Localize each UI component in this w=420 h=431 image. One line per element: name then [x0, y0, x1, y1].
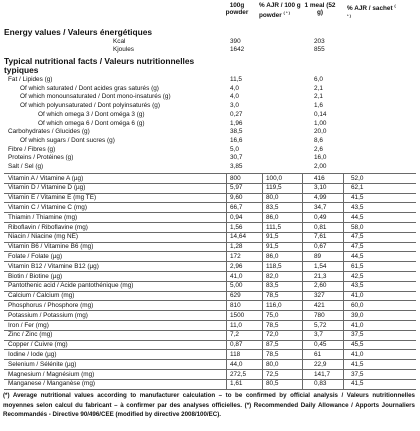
- vitamin-value-meal: 0,83: [314, 380, 327, 388]
- vitamin-label: Niacin / Niacine (mg NE): [8, 233, 78, 241]
- vitamin-label: Riboflavin / Riboflavine (mg): [8, 223, 88, 231]
- vitamin-ajr-sachet: 62,1: [351, 184, 364, 192]
- vitamin-value-100g: 0,87: [230, 341, 243, 349]
- vitamin-ajr-100g: 91,5: [266, 243, 279, 251]
- vitamin-ajr-sachet: 39,0: [351, 311, 364, 319]
- vitamin-label: Iron / Fer (mg): [8, 321, 49, 329]
- vitamin-label: Magnesium / Magnésium (mg): [8, 370, 95, 378]
- nutrient-value-meal: 16,0: [314, 154, 327, 162]
- vitamin-ajr-100g: 86,0: [266, 252, 279, 260]
- nutrient-value-100g: 38,5: [230, 128, 243, 136]
- header-one-meal: 1 meal (52 g): [304, 2, 336, 16]
- vitamin-ajr-sachet: 47,5: [351, 233, 364, 241]
- nutrient-value-meal: 2,1: [314, 84, 323, 92]
- vitamin-value-100g: 44,0: [230, 360, 243, 368]
- vitamin-ajr-100g: 82,0: [266, 272, 279, 280]
- vitamin-value-meal: 421: [314, 301, 325, 309]
- vitamin-label: Copper / Cuivre (mg): [8, 341, 68, 349]
- vitamin-value-meal: 0,49: [314, 213, 327, 221]
- vitamin-value-100g: 7,2: [230, 331, 239, 339]
- energy-value-meal: 855: [314, 45, 325, 53]
- nutrient-value-meal: 2,00: [314, 163, 327, 170]
- nutrient-label: Proteins / Protéines (g): [8, 154, 74, 162]
- vitamin-value-100g: 800: [230, 174, 241, 182]
- vitamin-value-meal: 5,72: [314, 321, 327, 329]
- vitamin-value-meal: 21,3: [314, 272, 327, 280]
- vitamin-ajr-100g: 83,5: [266, 282, 279, 290]
- nutrient-label: Of which sugars / Dont sucres (g): [20, 136, 115, 144]
- vitamin-value-100g: 272,5: [230, 370, 246, 378]
- vitamin-ajr-sachet: 37,5: [351, 370, 364, 378]
- energy-section-title: Energy values / Valeurs énergétiques: [4, 27, 153, 37]
- vitamin-value-100g: 1,61: [230, 380, 243, 388]
- vitamin-label: Zinc / Zinc (mg): [8, 331, 53, 339]
- vitamin-label: Potassium / Potassium (mg): [8, 311, 88, 319]
- vitamin-ajr-sachet: 41,0: [351, 321, 364, 329]
- energy-label: Kjoules: [113, 45, 134, 53]
- energy-value-100g: 390: [230, 38, 241, 45]
- vitamin-ajr-sachet: 37,5: [351, 331, 364, 339]
- vitamin-ajr-sachet: 45,5: [351, 341, 364, 349]
- nutrient-value-meal: 0,14: [314, 110, 327, 118]
- vitamin-ajr-100g: 83,5: [266, 203, 279, 211]
- vitamin-ajr-sachet: 41,5: [351, 194, 364, 202]
- vitamin-value-meal: 2,60: [314, 282, 327, 290]
- vitamin-value-meal: 0,81: [314, 223, 327, 231]
- vitamin-ajr-100g: 78,5: [266, 350, 279, 358]
- nutrient-value-100g: 3,85: [230, 163, 243, 170]
- vitamin-ajr-sachet: 43,5: [351, 282, 364, 290]
- vitamin-ajr-sachet: 47,5: [351, 243, 364, 251]
- nutrient-value-meal: 6,0: [314, 76, 323, 83]
- nutrient-label: Of which omega 6 / Dont oméga 6 (g): [38, 119, 145, 127]
- vitamin-ajr-100g: 116,0: [266, 301, 282, 309]
- nutrient-value-100g: 11,5: [230, 76, 242, 83]
- vitamin-ajr-100g: 119,5: [266, 184, 282, 192]
- vitamin-label: Thiamin / Thiamine (mg): [8, 213, 78, 221]
- nutrient-value-meal: 1,00: [314, 119, 327, 127]
- header-ajr-sachet: [347, 3, 397, 27]
- vitamin-ajr-100g: 111,5: [266, 223, 282, 231]
- vitamin-value-100g: 0,94: [230, 213, 243, 221]
- vitamin-label: Iodine / Iode (µg): [8, 350, 57, 358]
- vitamin-label: Vitamin B6 / Vitamine B6 (mg): [8, 243, 94, 251]
- nutrient-value-100g: 0,27: [230, 110, 243, 118]
- vitamin-label: Calcium / Calcium (mg): [8, 292, 75, 300]
- nutrient-value-100g: 3,0: [230, 102, 239, 110]
- typical-section-title-line1: Typical nutritional facts / Valeurs nutritionnelles: [4, 56, 195, 66]
- vitamin-ajr-100g: 80,0: [266, 194, 279, 202]
- vitamin-ajr-100g: 75,0: [266, 311, 279, 319]
- vitamin-ajr-100g: 78,5: [266, 292, 279, 300]
- vitamin-value-100g: 11,0: [230, 321, 242, 329]
- vitamin-value-100g: 9,60: [230, 194, 243, 202]
- vitamin-value-meal: 141,7: [314, 370, 330, 378]
- table-row-divider: [4, 389, 416, 390]
- vitamin-ajr-100g: 72,0: [266, 331, 279, 339]
- nutrient-label: Salt / Sel (g): [8, 163, 44, 170]
- vitamin-label: Folate / Folate (µg): [8, 252, 63, 260]
- vitamin-ajr-100g: 118,5: [266, 262, 282, 270]
- typical-section-title-line2: typiques: [4, 65, 39, 75]
- vitamin-value-meal: 0,67: [314, 243, 327, 251]
- vitamin-ajr-100g: 87,5: [266, 341, 279, 349]
- header-ajr-100g-sup: ( * ): [283, 9, 290, 15]
- nutrient-label: Fat / Lipides (g): [8, 76, 53, 83]
- vitamin-value-meal: 1,54: [314, 262, 327, 270]
- nutrient-value-100g: 1,96: [230, 119, 243, 127]
- energy-value-meal: 203: [314, 38, 325, 45]
- vitamin-value-100g: 629: [230, 292, 241, 300]
- vitamin-ajr-100g: 91,5: [266, 233, 279, 241]
- nutrient-label: Of which omega 3 / Dont oméga 3 (g): [38, 110, 145, 118]
- vitamin-label: Vitamin E / Vitamine E (mg TE): [8, 194, 97, 202]
- vitamin-ajr-sachet: 41,0: [351, 292, 364, 300]
- vitamin-ajr-sachet: 41,5: [351, 380, 364, 388]
- nutrient-value-meal: 1,6: [314, 102, 323, 110]
- vitamin-value-meal: 0,45: [314, 341, 327, 349]
- vitamin-value-100g: 118: [230, 350, 241, 358]
- nutrient-value-meal: 8,6: [314, 136, 323, 144]
- vitamin-ajr-sachet: 43,5: [351, 203, 364, 211]
- nutrient-label: Fibre / Fibres (g): [8, 145, 56, 153]
- nutrient-value-100g: 16,6: [230, 136, 243, 144]
- vitamin-ajr-sachet: 44,5: [351, 213, 364, 221]
- vitamin-ajr-sachet: 58,0: [351, 223, 364, 231]
- vitamin-value-100g: 5,97: [230, 184, 243, 192]
- vitamin-ajr-100g: 80,0: [266, 360, 279, 368]
- vitamin-value-meal: 34,7: [314, 203, 327, 211]
- vitamin-value-meal: 7,61: [314, 233, 327, 241]
- vitamin-label: Pantothenic acid / Acide pantothénique (mg): [8, 282, 134, 290]
- vitamin-ajr-100g: 80,5: [266, 380, 279, 388]
- nutrient-label: Of which monounsaturated / Dont mono-insaturés (g): [20, 93, 171, 101]
- nutrient-value-100g: 4,0: [230, 84, 239, 92]
- nutrient-value-meal: 2,1: [314, 93, 323, 101]
- vitamin-label: Vitamin C / Vitamine C (mg): [8, 203, 87, 211]
- vitamin-ajr-100g: 78,5: [266, 321, 279, 329]
- vitamin-ajr-sachet: 41,5: [351, 360, 364, 368]
- vitamin-ajr-100g: 72,5: [266, 370, 279, 378]
- vitamin-value-meal: 416: [314, 174, 325, 182]
- nutrient-value-meal: 20,0: [314, 128, 327, 136]
- vitamin-value-100g: 172: [230, 252, 241, 260]
- vitamin-value-100g: 1,56: [230, 223, 243, 231]
- vitamin-label: Selenium / Sélénite (µg): [8, 360, 77, 368]
- nutrient-value-100g: 5,0: [230, 145, 239, 153]
- energy-label: Kcal: [113, 38, 126, 45]
- vitamin-ajr-sachet: 41,0: [351, 350, 364, 358]
- vitamin-label: Manganese / Manganèse (mg): [8, 380, 96, 388]
- vitamin-value-meal: 780: [314, 311, 325, 319]
- vitamin-ajr-sachet: 60,0: [351, 301, 364, 309]
- vitamin-value-meal: 3,7: [314, 331, 323, 339]
- energy-value-100g: 1642: [230, 45, 245, 53]
- vitamin-ajr-sachet: 61,5: [351, 262, 364, 270]
- vitamin-ajr-sachet: 44,5: [351, 252, 364, 260]
- vitamin-label: Vitamin A / Vitamine A (µg): [8, 174, 84, 182]
- nutrient-value-100g: 30,7: [230, 154, 243, 162]
- vitamin-value-100g: 5,00: [230, 282, 243, 290]
- vitamin-value-meal: 3,10: [314, 184, 327, 192]
- vitamin-value-100g: 1500: [230, 311, 245, 319]
- footnote: (*) Average nutritional values according to manufacturer calculation – to be confirmed by official analysis / Valeurs nutritionnelles moyennes selon calcul du fabricant – à confirmer par des analyses officielles. (*) Recommended Daily Allowance / Apports Journaliers Recommandés - Directive 90/496/CEE (modified by directive 2008/100/EC).: [3, 392, 415, 418]
- nutrient-label: Of which polyunsaturated / Dont polyinsaturés (g): [20, 102, 160, 110]
- vitamin-ajr-sachet: 52,0: [351, 174, 364, 182]
- nutrient-label: Of which saturated / Dont acides gras saturés (g): [20, 84, 159, 92]
- vitamin-value-meal: 327: [314, 292, 325, 300]
- header-ajr-sachet-label: % AJR / sachet: [347, 5, 393, 13]
- nutrient-value-100g: 4,0: [230, 93, 239, 101]
- header-ajr-sachet-sup: ( * ): [347, 3, 396, 18]
- vitamin-label: Vitamin B12 / Vitamine B12 (µg): [8, 262, 99, 270]
- vitamin-ajr-100g: 100,0: [266, 174, 282, 182]
- vitamin-value-100g: 1,28: [230, 243, 243, 251]
- nutrient-label: Carbohydrates / Glucides (g): [8, 128, 90, 136]
- vitamin-value-100g: 41,0: [230, 272, 243, 280]
- nutrient-value-meal: 2,6: [314, 145, 323, 153]
- vitamin-value-100g: 810: [230, 301, 241, 309]
- vitamin-value-100g: 66,7: [230, 203, 243, 211]
- header-ajr-100g: [259, 3, 303, 27]
- vitamin-label: Vitamin D / Vitamine D (µg): [8, 184, 86, 192]
- header-100g-powder: 100g powder: [225, 2, 249, 16]
- vitamin-value-100g: 14,64: [230, 233, 246, 241]
- vitamin-label: Biotin / Biotine (µg): [8, 272, 63, 280]
- vitamin-ajr-100g: 86,0: [266, 213, 279, 221]
- vitamin-value-100g: 2,96: [230, 262, 243, 270]
- vitamin-value-meal: 89: [314, 252, 322, 260]
- vitamin-label: Phosphorus / Phosphore (mg): [8, 301, 94, 309]
- header-ajr-100g-label: % AJR / 100 g powder: [259, 2, 301, 19]
- vitamin-value-meal: 61: [314, 350, 322, 358]
- vitamin-value-meal: 22,9: [314, 360, 327, 368]
- vitamin-ajr-sachet: 42,5: [351, 272, 364, 280]
- vitamin-value-meal: 4,99: [314, 194, 327, 202]
